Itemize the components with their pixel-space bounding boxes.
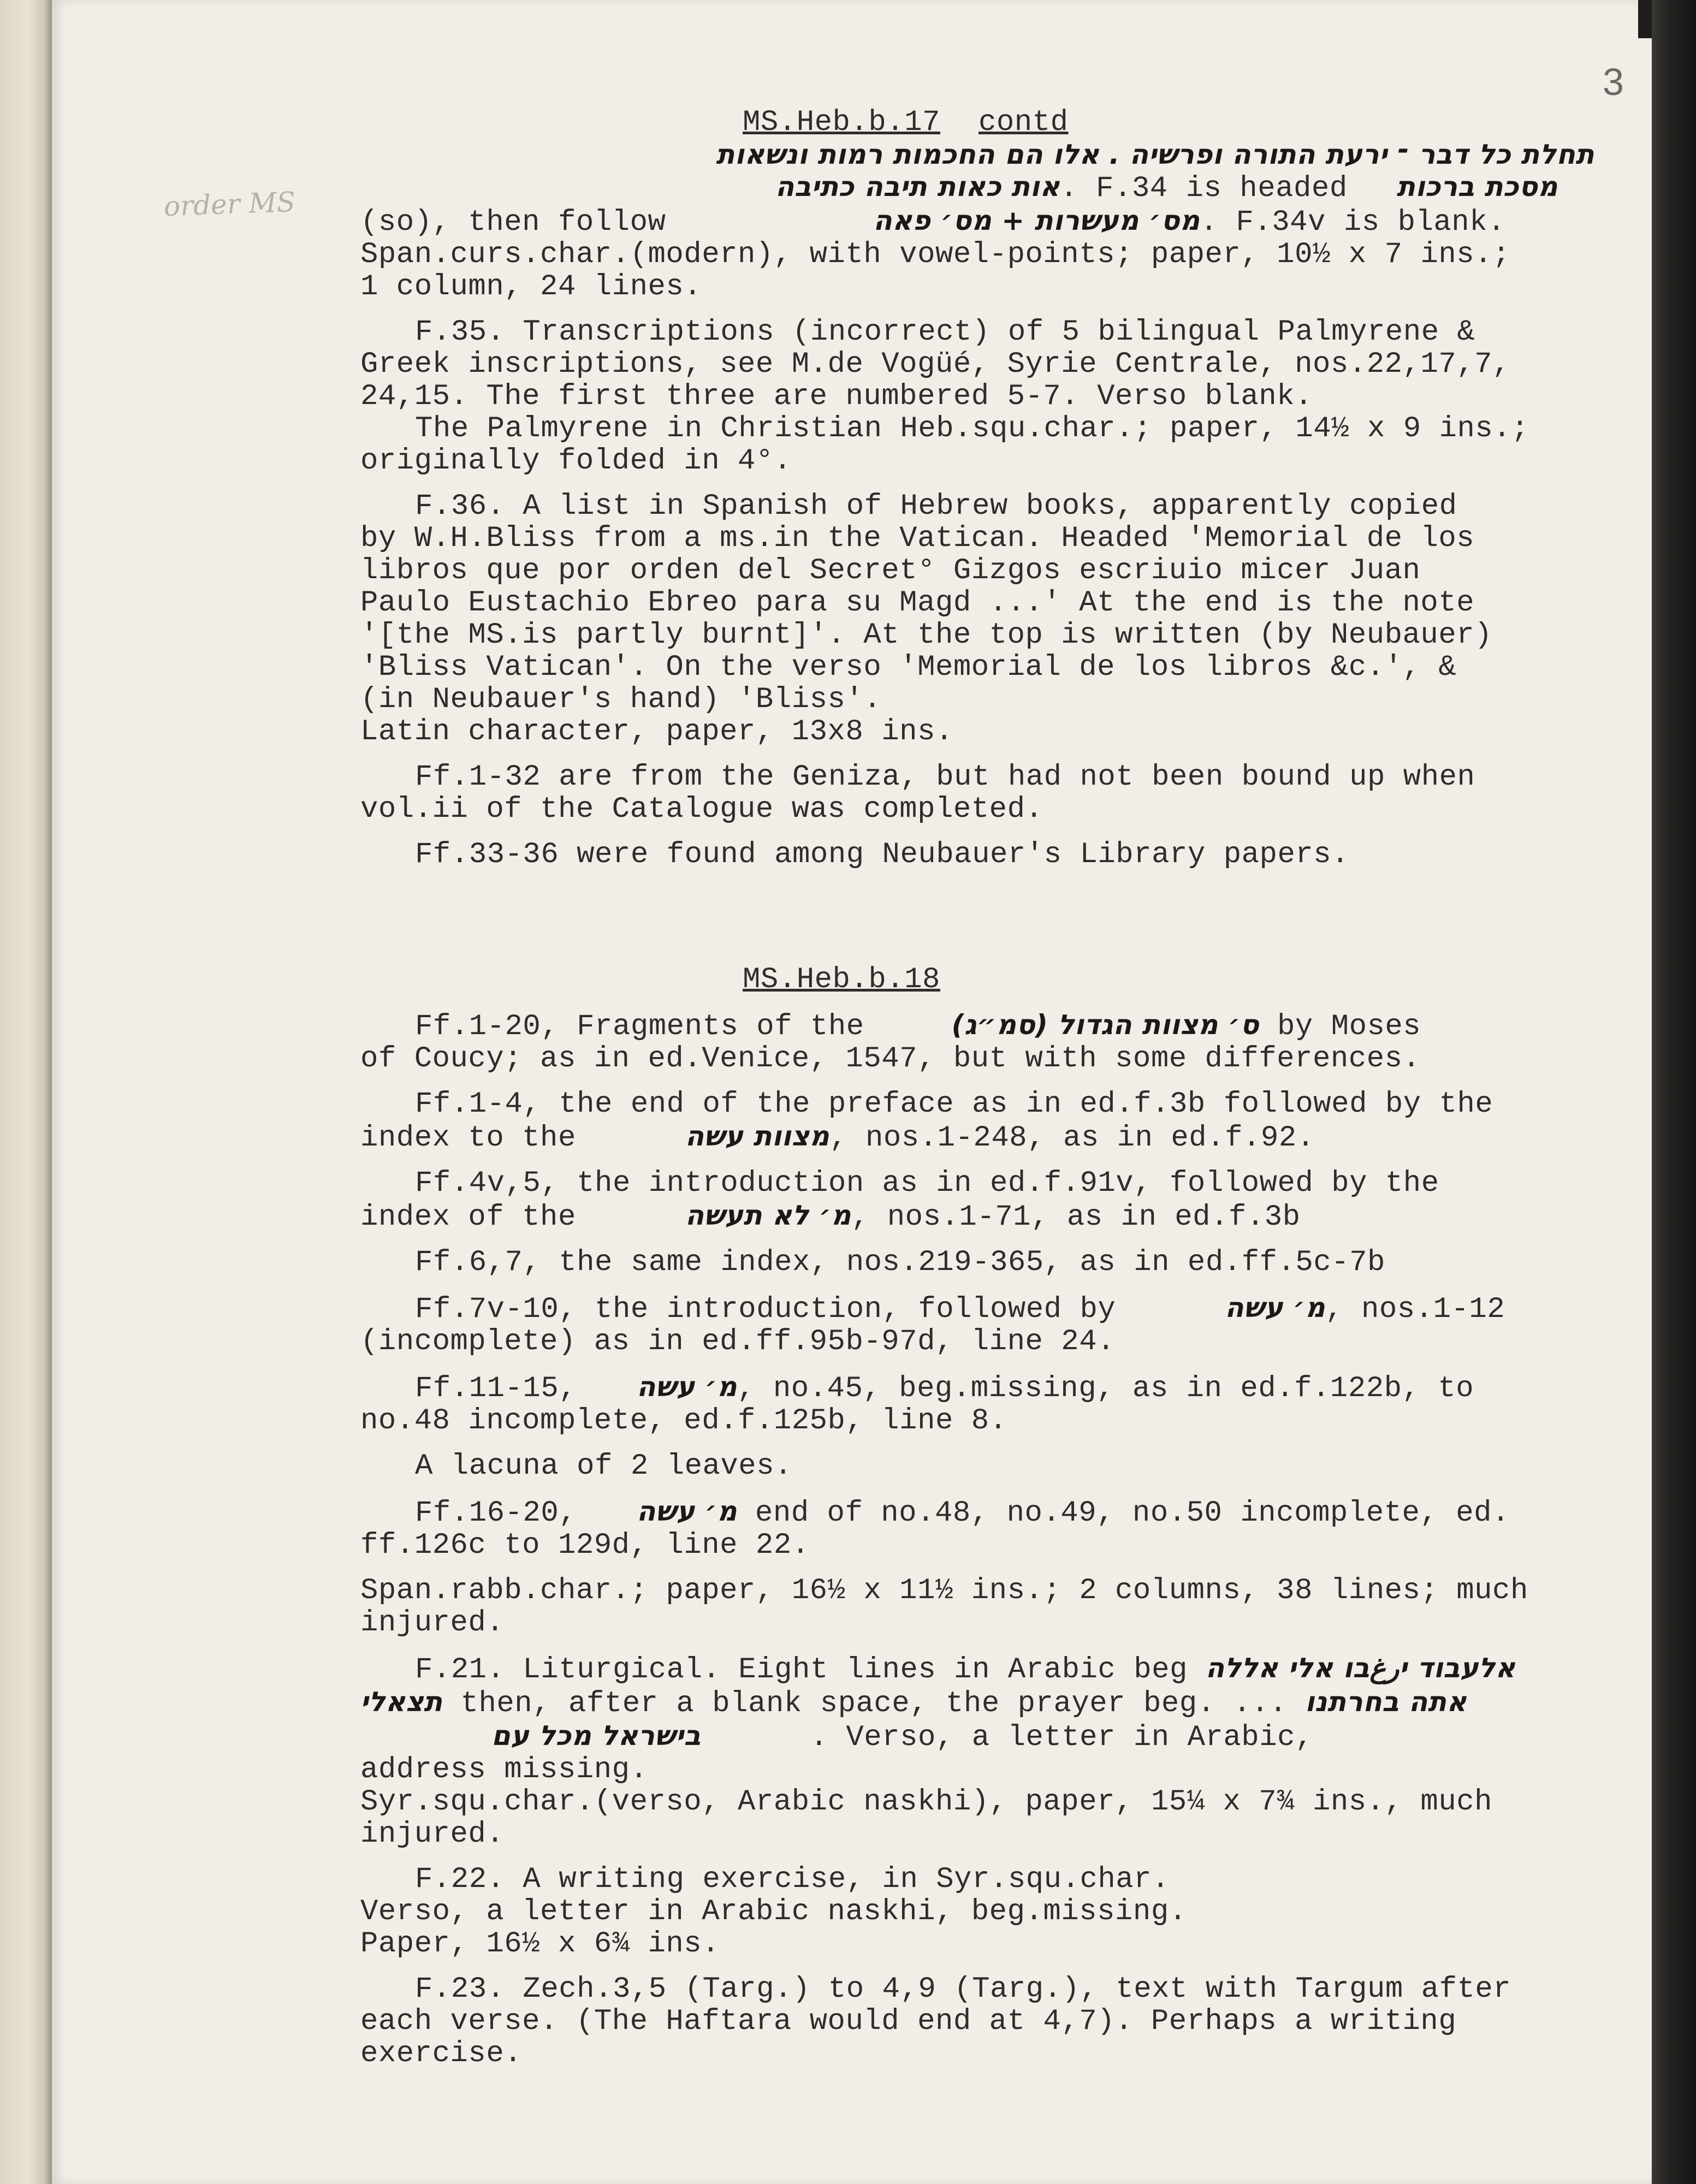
typescript-content (360, 106, 1627, 2070)
paragraph-ff1-20: Ff.1-20, Fragments of the ס׳ מצוות הגדול (סמ״ג) by Moses of Coucy; as in ed.Venice, 1547, but with some differences. (360, 1009, 1421, 1076)
paragraph-f36: F.36. A list in Spanish of Hebrew books, apparently copied by W.H.Bliss from a ms.in the Vatican. Headed 'Memorial de los libros que por orden del Secret° Gizgos escriuio micer Juan Paulo Eustachio Ebreo para su Magd ...' At the end is the note '[the MS.is partly burnt]'. At the top is written (by Neubauer) 'Bliss Vatican'. On the verso 'Memorial de los libros &c.', & (in Neubauer's hand) 'Bliss'. Latin character, paper, 13x8 ins. (360, 490, 1493, 749)
margin-pencil-note: order MS (163, 186, 296, 223)
text-line: 1 column, 24 lines. (360, 270, 702, 304)
headed-line: אות כאות תיבה כתיבה. F.34 is headed מסכת ברכות (775, 171, 1558, 205)
paragraph-ff1-4: Ff.1-4, the end of the preface as in ed.f.3b followed by the index to the מצוות עשה, nos.1-248, as in ed.f.92. (360, 1088, 1493, 1155)
text-line: Span.curs.char.(modern), with vowel-points; paper, 10½ x 7 ins.; (360, 238, 1510, 271)
section-heading-heb-b17: MS.Heb.b.17 contd (743, 106, 1069, 139)
paragraph-lacuna: A lacuna of 2 leaves. (415, 1450, 793, 1483)
handwritten-hebrew-line: תחלת כל דבר ־ ירעת התורה ופרשיה . אלו הם החכמות רמות ונשאות (716, 139, 1594, 170)
paragraph-ff16-20: Ff.16-20, מ׳ עשה end of no.48, no.49, no.50 incomplete, ed. ff.126c to 129d, line 22. (360, 1495, 1510, 1562)
paragraph-f22: F.22. A writing exercise, in Syr.squ.char. Verso, a letter in Arabic naskhi, beg.missing. Paper, 16½ x 6¾ ins. (360, 1863, 1187, 1961)
paragraph-ff4v-5: Ff.4v,5, the introduction as in ed.f.91v, followed by the index of the מ׳ לא תעשה, nos.1-71, as in ed.f.3b (360, 1167, 1439, 1234)
paragraph-f23: F.23. Zech.3,5 (Targ.) to 4,9 (Targ.), text with Targum after each verse. (The Haftara would end at 4,7). Perhaps a writing exercise. (360, 1973, 1511, 2070)
folio-number: 3 (1603, 61, 1624, 103)
paragraph-ff7v-10: Ff.7v-10, the introduction, followed by מ׳ עשה, nos.1-12 (incomplete) as in ed.ff.95b-97d, line 24. (360, 1292, 1505, 1358)
text-line: (so), then follow מס׳ מעשרות + מס׳ פאה. F.34v is blank. (360, 205, 1505, 239)
cover-board-right (1652, 0, 1696, 2184)
paragraph-f21: F.21. Liturgical. Eight lines in Arabic beg אלעבוד יرغבו אלי אללה תצאלי then, after a blank space, the prayer beg. ... אתה בחרתנו בישראל מכל עם . Verso, a letter in Arabic, address missing. Syr.squ.char.(verso, Arabic naskhi), paper, 15¼ x 7¾ ins., much injured. (360, 1652, 1516, 1851)
section-heading-heb-b18: MS.Heb.b.18 (743, 963, 940, 996)
paragraph-ff11-15: Ff.11-15, מ׳ עשה, no.45, beg.missing, as in ed.f.122b, to no.48 incomplete, ed.f.125b, line 8. (360, 1371, 1474, 1438)
paragraph-ff6-7: Ff.6,7, the same index, nos.219-365, as in ed.ff.5c-7b (415, 1246, 1385, 1279)
book-binding-left (0, 0, 52, 2184)
paragraph-f35: F.35. Transcriptions (incorrect) of 5 bilingual Palmyrene & Greek inscriptions, see M.de Vogüé, Syrie Centrale, nos.22,17,7, 24,15. The first three are numbered 5-7. Verso blank. The Palmyrene in Christian Heb.squ.char.; paper, 14½ x 9 ins.; originally folded in 4°. (360, 316, 1529, 478)
paragraph-ff1-32: Ff.1-32 are from the Geniza, but had not been bound up when vol.ii of the Catalogue was completed. (360, 761, 1475, 826)
paragraph-span-rabb: Span.rabb.char.; paper, 16½ x 11½ ins.; 2 columns, 38 lines; much injured. (360, 1574, 1528, 1640)
paragraph-ff33-36: Ff.33-36 were found among Neubauer's Library papers. (415, 838, 1350, 871)
